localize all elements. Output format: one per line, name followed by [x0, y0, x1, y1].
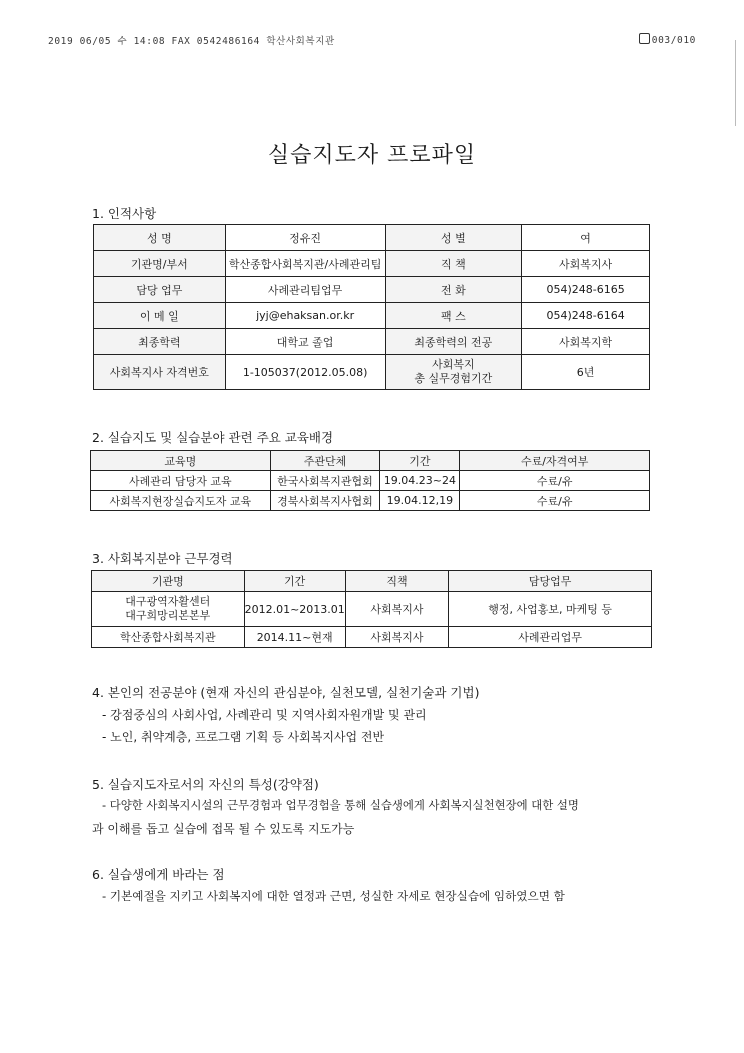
column-header: 기관명 [92, 571, 245, 592]
table-row [94, 251, 650, 277]
table-cell: 수료/유 [460, 471, 650, 491]
table-header-row [92, 571, 652, 592]
value-cell: 054)248-6164 [522, 303, 650, 329]
section5-heading: 5. 실습지도자로서의 자신의 특성(강약점) [92, 777, 319, 792]
section2-heading: 2. 실습지도 및 실습분야 관련 주요 교육배경 [92, 430, 334, 445]
label-cell: 최종학력의 전공 [385, 329, 522, 355]
column-header: 기간 [244, 571, 345, 592]
personal-info-table [93, 224, 650, 390]
table-row [92, 627, 652, 648]
value-cell: 사례관리팀업무 [225, 277, 385, 303]
label-cell: 성 명 [94, 225, 226, 251]
table-row [92, 592, 652, 627]
table-cell: 사례관리업무 [449, 627, 652, 648]
label-line: 사회복지 [432, 358, 475, 371]
section5-line: - 다양한 사회복지시설의 근무경험과 업무경험을 통해 실습생에게 사회복지실천현장에 대한 설명 [102, 798, 579, 812]
label-cell: 직 책 [385, 251, 522, 277]
fax-page-text: 003/010 [651, 35, 696, 46]
column-header: 수료/자격여부 [460, 451, 650, 471]
value-cell: 학산종합사회복지관/사례관리팀 [225, 251, 385, 277]
column-header: 직책 [345, 571, 448, 592]
label-cell [385, 355, 522, 390]
value-cell: 1-105037(2012.05.08) [225, 355, 385, 390]
value-cell: jyj@ehaksan.or.kr [225, 303, 385, 329]
fax-page-number [639, 33, 696, 46]
label-cell: 팩 스 [385, 303, 522, 329]
org-line: 대구광역자활센터 [125, 595, 211, 608]
column-header: 교육명 [91, 451, 271, 471]
column-header: 담당업무 [449, 571, 652, 592]
scan-edge-line [735, 40, 736, 126]
label-cell: 전 화 [385, 277, 522, 303]
section4-heading: 4. 본인의 전공분야 (현재 자신의 관심분야, 실천모델, 실천기술과 기법) [92, 685, 480, 700]
value-cell: 사회복지학 [522, 329, 650, 355]
table-row [94, 303, 650, 329]
value-cell: 054)248-6165 [522, 277, 650, 303]
table-cell: 한국사회복지관협회 [270, 471, 380, 491]
value-cell: 사회복지사 [522, 251, 650, 277]
section5-line: 과 이해를 돕고 실습에 접목 될 수 있도록 지도가능 [92, 822, 355, 836]
table-cell: 사회복지사 [345, 627, 448, 648]
table-row [94, 225, 650, 251]
section1-heading: 1. 인적사항 [92, 206, 157, 221]
fax-mark-icon [639, 33, 650, 44]
table-cell: 학산종합사회복지관 [92, 627, 245, 648]
table-row [94, 329, 650, 355]
fax-header-info: 2019 06/05 수 14:08 FAX 0542486164 학산사회복지관 [48, 36, 335, 47]
value-cell: 대학교 졸업 [225, 329, 385, 355]
label-cell: 담당 업무 [94, 277, 226, 303]
section4-line: - 노인, 취약계층, 프로그램 기획 등 사회복지사업 전반 [102, 730, 385, 744]
label-cell: 이 메 일 [94, 303, 226, 329]
column-header: 기간 [380, 451, 460, 471]
section3-heading: 3. 사회복지분야 근무경력 [92, 551, 233, 566]
table-row [94, 355, 650, 390]
table-row [91, 471, 650, 491]
table-row [94, 277, 650, 303]
table-cell: 행정, 사업홍보, 마케팅 등 [449, 592, 652, 627]
label-cell: 기관명/부서 [94, 251, 226, 277]
table-cell: 사회복지사 [345, 592, 448, 627]
value-cell: 여 [522, 225, 650, 251]
value-cell: 6년 [522, 355, 650, 390]
value-cell: 정유진 [225, 225, 385, 251]
page-title: 실습지도자 프로파일 [267, 143, 477, 168]
table-cell: 수료/유 [460, 491, 650, 511]
column-header: 주관단체 [270, 451, 380, 471]
table-cell: 경북사회복지사협회 [270, 491, 380, 511]
table-cell: 19.04.23~24 [380, 471, 460, 491]
table-cell: 사회복지현장실습지도자 교육 [91, 491, 271, 511]
table-cell: 19.04.12,19 [380, 491, 460, 511]
table-cell: 사례관리 담당자 교육 [91, 471, 271, 491]
org-line: 대구희망리본본부 [125, 609, 211, 622]
table-row [91, 491, 650, 511]
section6-line: - 기본예절을 지키고 사회복지에 대한 열정과 근면, 성실한 자세로 현장실습에 임하였으면 함 [102, 889, 565, 903]
table-cell [92, 592, 245, 627]
career-table [91, 570, 652, 648]
table-cell: 2014.11~현재 [244, 627, 345, 648]
table-cell: 2012.01~2013.01 [244, 592, 345, 627]
label-cell: 사회복지사 자격번호 [94, 355, 226, 390]
label-line: 총 실무경험기간 [414, 372, 493, 385]
label-cell: 성 별 [385, 225, 522, 251]
table-header-row [91, 451, 650, 471]
section4-line: - 강점중심의 사회사업, 사례관리 및 지역사회자원개발 및 관리 [102, 708, 427, 722]
section6-heading: 6. 실습생에게 바라는 점 [92, 867, 225, 882]
education-table [90, 450, 650, 511]
label-cell: 최종학력 [94, 329, 226, 355]
